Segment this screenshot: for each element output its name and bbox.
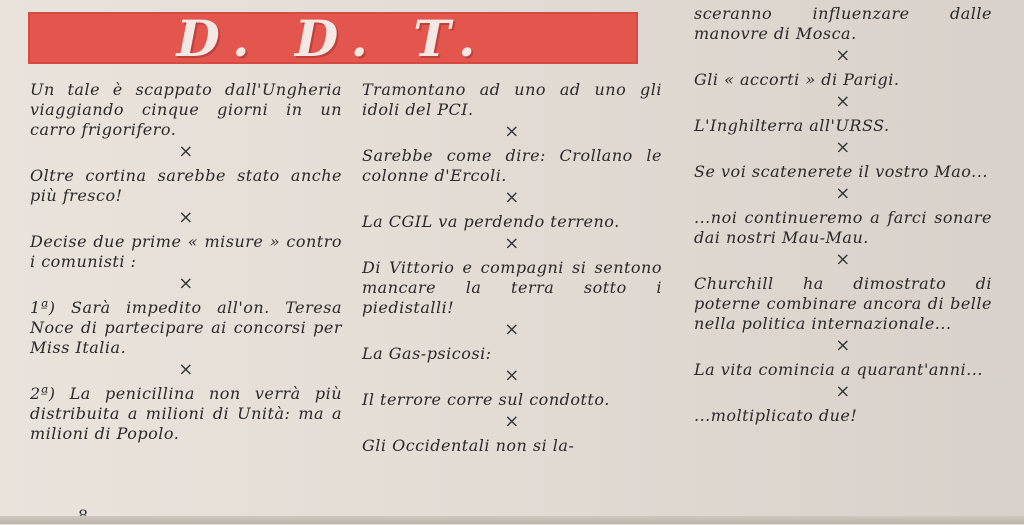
separator-cross: × <box>178 273 194 294</box>
column-item: Tramontano ad uno ad uno gli idoli del PCI. <box>362 80 662 119</box>
separator-cross: × <box>835 249 851 270</box>
column-item: 1ª) Sarà impedito all'on. Teresa Noce di partecipare ai concorsi per Miss Italia. <box>30 298 342 357</box>
column-item: L'Inghilterra all'URSS. <box>694 116 890 135</box>
separator-cross: × <box>504 187 520 208</box>
column-item: Gli Occidentali non si la- <box>362 436 575 455</box>
column-item: Il terrore corre sul condotto. <box>362 390 610 409</box>
column-item: sceranno influenzare dalle manovre di Mosca. <box>694 4 992 43</box>
column-item: ...moltiplicato due! <box>694 406 858 425</box>
column-item: La vita comincia a quarant'anni... <box>694 360 983 379</box>
column-item: Decise due prime « misure » contro i comunisti : <box>30 232 342 271</box>
separator-cross: × <box>835 91 851 112</box>
column-item: La CGIL va perdendo terreno. <box>362 212 620 231</box>
separator-cross: × <box>835 381 851 402</box>
column-item: Churchill ha dimostrato di poterne combinare ancora di belle nella politica internazionale... <box>694 274 992 333</box>
column-item: ...noi continueremo a farci sonare dai nostri Mau-Mau. <box>694 208 992 247</box>
column-item: Se voi scatenerete il vostro Mao... <box>694 162 988 181</box>
separator-cross: × <box>835 335 851 356</box>
separator-cross: × <box>178 359 194 380</box>
separator-cross: × <box>504 233 520 254</box>
separator-cross: × <box>504 319 520 340</box>
column-item: 2ª) La penicillina non verrà più distribuita a milioni di Unità: ma a milioni di Popolo. <box>30 384 342 443</box>
separator-cross: × <box>835 45 851 66</box>
separator-cross: × <box>178 141 194 162</box>
masthead-title: D. D. T. <box>176 8 490 68</box>
column-1 <box>30 80 342 444</box>
masthead-banner <box>28 8 638 68</box>
separator-cross: × <box>835 137 851 158</box>
column-item: Di Vittorio e compagni si sentono mancare la terra sotto i piedistalli! <box>362 258 662 317</box>
bottom-edge <box>0 516 1024 524</box>
column-item: La Gas-psicosi: <box>362 344 492 363</box>
separator-cross: × <box>504 411 520 432</box>
column-item: Oltre cortina sarebbe stato anche più fresco! <box>30 166 342 205</box>
separator-cross: × <box>835 183 851 204</box>
column-item: Sarebbe come dire: Crollano le colonne d'Ercoli. <box>362 146 662 185</box>
column-item: Un tale è scappato dall'Ungheria viaggiando cinque giorni in un carro frigorifero. <box>30 80 342 139</box>
separator-cross: × <box>178 207 194 228</box>
separator-cross: × <box>504 365 520 386</box>
column-3 <box>694 4 992 426</box>
separator-cross: × <box>504 121 520 142</box>
column-2 <box>362 80 662 456</box>
column-item: Gli « accorti » di Parigi. <box>694 70 900 89</box>
